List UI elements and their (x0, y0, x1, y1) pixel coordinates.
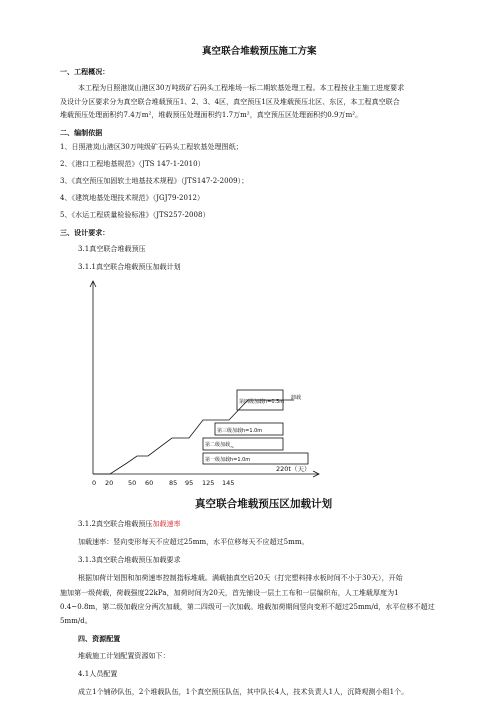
subsection-4-1: 4.1人员配置 (78, 670, 118, 678)
x-tick-20: 20 (105, 479, 114, 487)
load-curve (93, 400, 286, 474)
stage-2-label: 第二级加载 (205, 442, 231, 448)
unload-label: 卸载 (291, 395, 302, 401)
section-2-heading: 二、编制依据 (60, 128, 103, 137)
subsection-3-1-2-title: 3.1.2真空联合堆载预压 (78, 520, 153, 528)
resource-intro: 堆载施工计划配置资源如下： (78, 652, 170, 660)
loading-requirement-line-3: 0.4~0.8m，第二级加载应分两次加载，第二四级可一次加载。堆载加荷期间竖向变形不超过25mm/d，水平位移不超过 (60, 603, 435, 611)
x-axis-end-label: 220t（天） (276, 465, 311, 473)
staffing-text: 成立1个铺砂队伍，2个堆载队伍，1个真空预压队伍，其中队长4人，技术负责人1人，沉降观测小组1个。 (78, 688, 409, 696)
subsection-3-1-2 (78, 520, 181, 529)
reference-item-3: 3、《真空预压加固软土地基技术规程》（JTS147-2-2009）； (60, 177, 249, 185)
loading-requirement-line-1: 根据加荷计划图和加荷速率控制指标堆载。满载抽真空后20天（打完塑料排水板时间不小于30天），开始 (78, 574, 403, 582)
x-tick-60: 60 (145, 479, 154, 487)
loading-requirement-line-2: 施加第一级荷载，荷载强度22kPa，加荷时间为20天，首先铺设一层土工布和一层编织布，人工堆载厚度为1 (60, 589, 399, 597)
x-tick-145: 145 (222, 479, 235, 487)
reference-item-5: 5、《水运工程质量检验标准》（JTS257-2008） (60, 211, 210, 219)
section-1-line-3: 堆载预压处理面积约7.4万m²，堆载预压处理面积约1.7万m²，真空预压区处理面积约0.9万m²。 (60, 111, 363, 119)
section-1-line-1: 本工程为日照港岚山港区30万吨级矿石码头工程堆场一标二期软基处理工程。本工程按业主施工进度要求 (78, 84, 405, 92)
subsection-3-1-1: 3.1.1真空联合堆载预压加载计划 (78, 263, 181, 271)
x-tick-0: 0 (92, 479, 97, 487)
x-tick-95: 95 (185, 479, 194, 487)
section-1-line-2: 及设计分区要求分为真空联合堆载预压1、2、3、4区，真空预压1区及堆载预压北区、东区，本工程真空联合 (60, 98, 400, 106)
diagram-caption: 真空联合堆载预压区加载计划 (195, 498, 333, 510)
section-3-heading: 三、设计要求： (60, 228, 110, 237)
x-tick-50: 50 (128, 479, 137, 487)
reference-item-2: 2、《港口工程地基规范》（JTS 147-1-2010） (60, 160, 205, 168)
loading-requirement-line-4: 5mm/d。 (60, 617, 92, 625)
loading-plan-diagram (80, 278, 330, 492)
loading-rate-highlight: 加载速率 (152, 520, 181, 528)
loading-rate-text: 加载速率：竖向变形每天不应超过25mm，水平位移每天不应超过5mm。 (78, 538, 309, 546)
x-tick-85: 85 (169, 479, 178, 487)
stage-4-label: 第四级加载h=0.5m (239, 399, 285, 405)
subsection-3-1-3: 3.1.3真空联合堆载预压加载要求 (78, 556, 181, 564)
x-tick-125: 125 (202, 479, 215, 487)
section-1-heading: 一、工程概况： (60, 67, 110, 76)
document-title: 真空联合堆载预压施工方案 (202, 46, 317, 57)
reference-item-1: 1、日照港岚山港区30万吨级矿石码头工程软基处理图纸； (60, 143, 243, 151)
stage-2-tilde: ~ (230, 445, 235, 451)
reference-item-4: 4、《建筑地基处理技术规范》（JGJ79-2012） (60, 194, 205, 202)
stage-3-label: 第三级加载h=1.0m (217, 428, 263, 434)
section-4-heading: 四、资源配置 (78, 634, 121, 643)
stage-1-label: 第一级加载h=1.0m (205, 457, 251, 463)
subsection-3-1: 3.1真空联合堆载预压 (78, 245, 146, 253)
